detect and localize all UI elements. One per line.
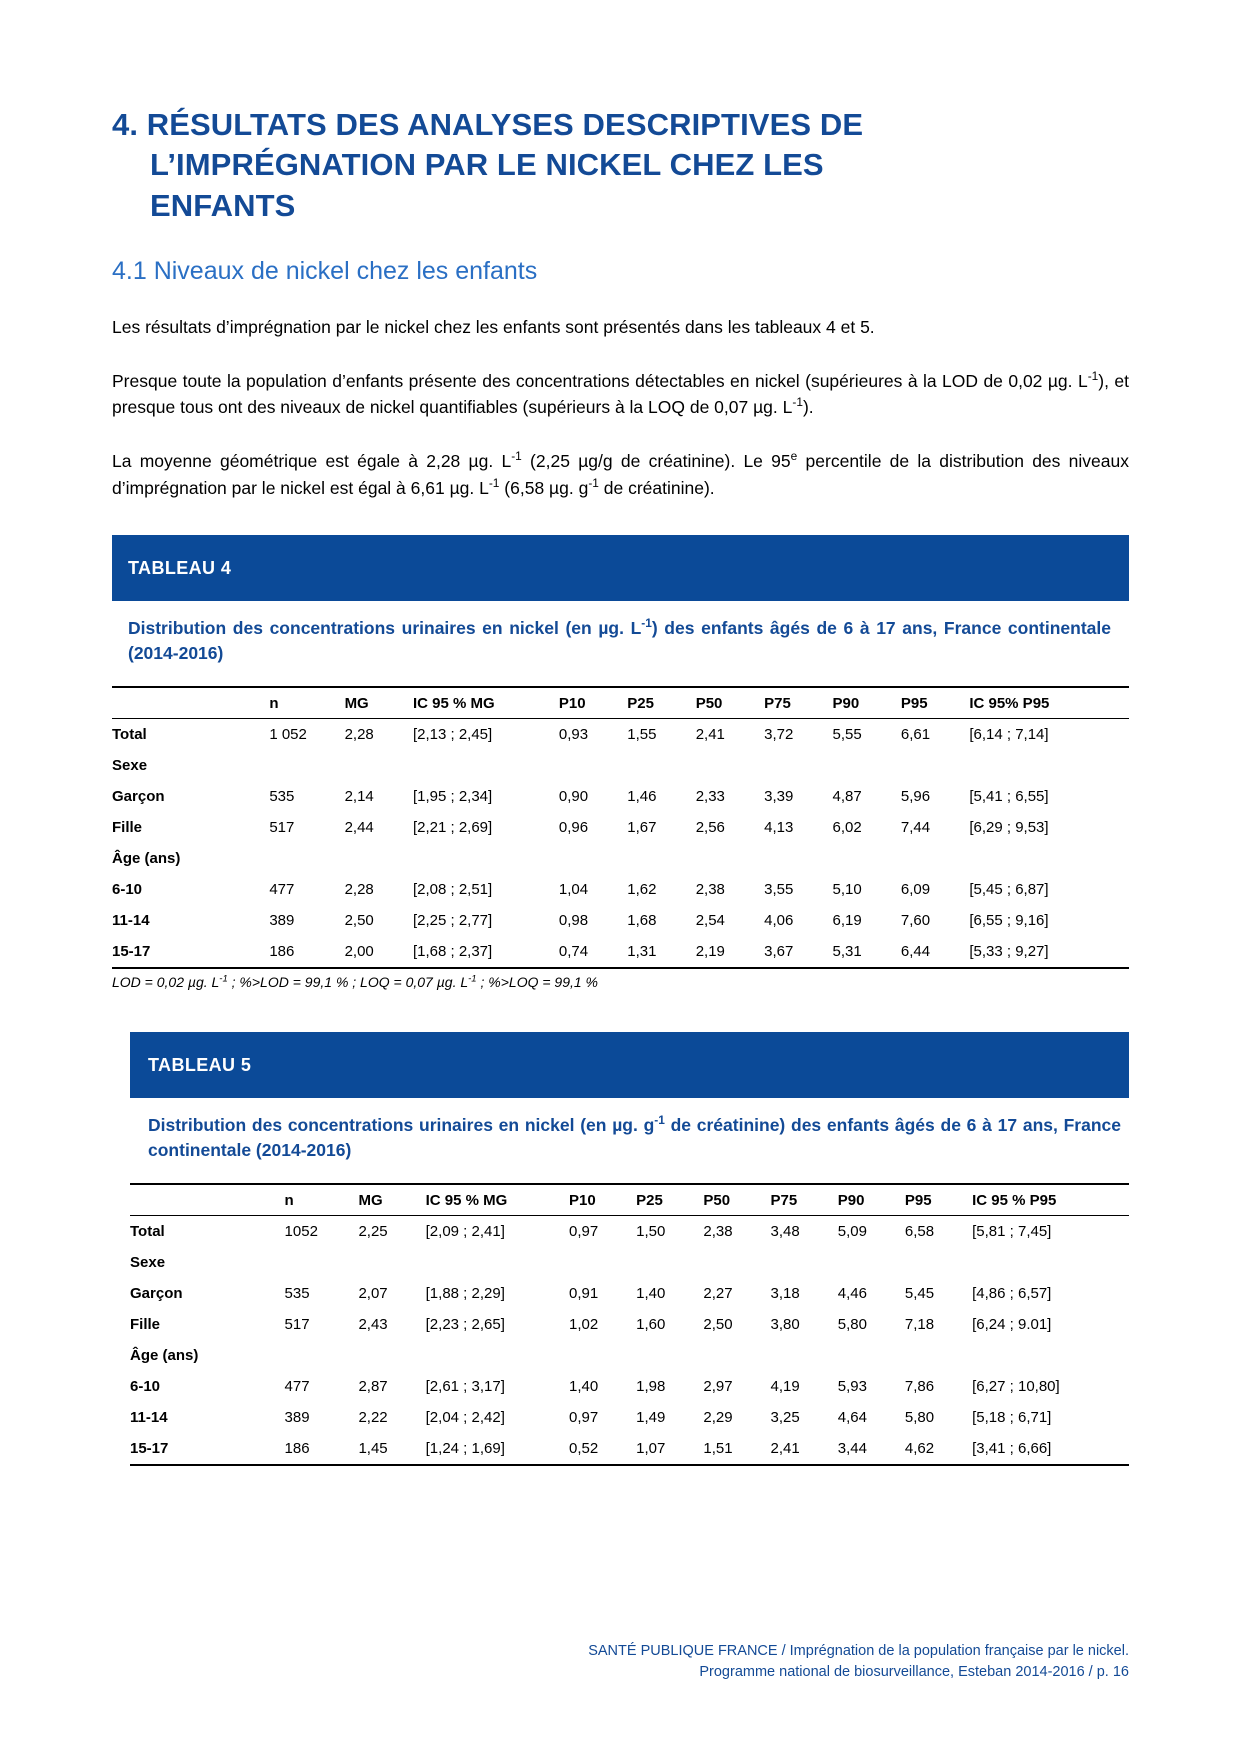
cell-n: 477 [269, 880, 295, 898]
table-5-header-row [130, 1184, 1129, 1216]
table-4-caption-text-2: ) des enfants âgés de 6 à 17 ans, France continentale (2014-2016) [128, 618, 1111, 664]
cell-ic-mg: [2,23 ; 2,65] [425, 1315, 505, 1333]
cell-mg: 2,28 [344, 880, 374, 898]
row-label: 11-14 [112, 911, 150, 929]
cell-ic-mg: [2,25 ; 2,77] [412, 911, 493, 929]
cell-p90: 5,10 [832, 880, 862, 898]
table-4-caption [112, 601, 1129, 667]
cell-p75: 3,55 [764, 880, 794, 898]
cell-p95: 7,18 [904, 1315, 935, 1333]
table-4-label: TABLEAU 4 [128, 558, 232, 579]
cell-p75 [764, 843, 832, 874]
cell-p25: 1,68 [627, 911, 657, 929]
cell-p75: 3,18 [770, 1284, 800, 1302]
cell-ic-p95: [6,27 ; 10,80] [972, 1377, 1060, 1395]
cell-n [285, 1340, 359, 1371]
cell-ic-p95: [6,55 ; 9,16] [969, 911, 1049, 929]
cell-p90: 6,19 [832, 911, 862, 929]
table-row [112, 843, 1129, 874]
cell-p75 [771, 1247, 838, 1278]
cell-p25: 1,07 [636, 1439, 666, 1457]
cell-n: 389 [269, 911, 295, 929]
cell-p75 [771, 1340, 838, 1371]
cell-p95: 4,62 [904, 1439, 935, 1457]
cell-p50: 2,97 [703, 1377, 733, 1395]
table-row [112, 781, 1129, 812]
th-ic-p95: IC 95 % P95 [972, 1191, 1057, 1209]
cell-p95: 6,09 [900, 880, 931, 898]
footnote-sup-2: -1 [468, 973, 477, 985]
cell-n: 186 [269, 942, 295, 960]
cell-mg: 2,87 [358, 1377, 388, 1395]
cell-mg: 2,07 [358, 1284, 388, 1302]
cell-n [269, 750, 344, 781]
table-5-body [130, 1215, 1129, 1465]
paragraph-geometric-mean [112, 448, 1129, 501]
th-label [112, 687, 269, 719]
p2-text-1: Presque toute la population d’enfants présente des concentrations détectables en nickel (supérieures à la LOD de 0,02 µg. L [112, 370, 1088, 391]
table-row [112, 718, 1129, 750]
paragraph-intro-text: Les résultats d’imprégnation par le nickel chez les enfants sont présentés dans les tableaux 4 et 5. [112, 317, 875, 338]
row-label: Total [112, 725, 147, 743]
cell-mg [345, 843, 413, 874]
cell-p10: 0,74 [558, 942, 589, 960]
paragraph-intro [112, 314, 1129, 341]
th-p95: P95 [904, 1191, 932, 1209]
row-label: Fille [130, 1315, 161, 1333]
table-4-header-row [112, 687, 1129, 719]
th-n: n [284, 1191, 294, 1209]
cell-p10: 0,98 [558, 911, 589, 929]
cell-mg [358, 1247, 425, 1278]
cell-p75: 4,06 [764, 911, 794, 929]
table-4-bar [112, 535, 1129, 601]
cell-p50: 2,54 [695, 911, 725, 929]
row-label: 11-14 [130, 1408, 168, 1426]
table-5-label: TABLEAU 5 [148, 1054, 252, 1075]
th-p75: P75 [764, 694, 791, 712]
cell-p50: 2,56 [695, 818, 725, 836]
th-n: n [269, 694, 279, 712]
table-5-caption-text-2: de créatinine) des enfants âgés de 6 à 17 ans, France continentale (2014-2016) [148, 1114, 1121, 1161]
row-label: Âge (ans) [130, 1346, 199, 1364]
cell-ic-mg [426, 1340, 569, 1371]
cell-ic-mg [426, 1247, 569, 1278]
cell-p95: 7,44 [900, 818, 931, 836]
table-5-bar [130, 1032, 1129, 1098]
cell-ic-mg: [1,88 ; 2,29] [425, 1284, 505, 1302]
cell-p10: 0,52 [568, 1439, 599, 1457]
cell-p10: 0,90 [558, 787, 589, 805]
cell-p95 [901, 750, 969, 781]
cell-p25: 1,31 [627, 942, 657, 960]
th-label [130, 1184, 285, 1216]
footer-line-1: SANTÉ PUBLIQUE FRANCE / Imprégnation de la population française par le nickel. [588, 1642, 1129, 1659]
th-ic-mg: IC 95 % MG [425, 1191, 508, 1209]
th-p90: P90 [837, 1191, 865, 1209]
cell-ic-p95 [972, 1340, 1129, 1371]
cell-p50: 1,51 [703, 1439, 733, 1457]
cell-p75: 4,13 [764, 818, 794, 836]
table-4 [112, 686, 1129, 969]
row-label: Âge (ans) [112, 849, 181, 867]
cell-p10: 1,40 [568, 1377, 599, 1395]
cell-p10: 1,04 [558, 880, 589, 898]
th-mg: MG [358, 1191, 383, 1209]
cell-p50 [703, 1340, 770, 1371]
cell-n: 517 [269, 818, 295, 836]
table-4-footnote [112, 969, 1129, 990]
p3-text-4: (6,58 µg. g [499, 477, 589, 498]
cell-p10: 0,97 [568, 1408, 599, 1426]
cell-p25 [636, 1340, 703, 1371]
cell-p90 [838, 1247, 905, 1278]
cell-p50 [696, 843, 764, 874]
table-4-head [112, 687, 1129, 719]
table-row [130, 1371, 1129, 1402]
table-4-block [112, 535, 1129, 990]
cell-p95: 5,80 [904, 1408, 935, 1426]
footer-line-2: Programme national de biosurveillance, Esteban 2014-2016 / p. 16 [699, 1663, 1129, 1680]
table-row [112, 874, 1129, 905]
cell-p90: 6,02 [832, 818, 862, 836]
th-p90: P90 [832, 694, 860, 712]
table-5-head [130, 1184, 1129, 1216]
paragraph-detection [112, 368, 1129, 421]
cell-ic-mg: [2,08 ; 2,51] [412, 880, 493, 898]
cell-ic-p95: [6,24 ; 9.01] [972, 1315, 1052, 1333]
cell-ic-mg: [1,68 ; 2,37] [412, 942, 493, 960]
cell-ic-p95: [6,14 ; 7,14] [969, 725, 1049, 743]
p2-text-3: ). [802, 397, 814, 418]
cell-n: 1052 [284, 1222, 318, 1240]
row-label: 15-17 [112, 942, 151, 960]
th-p75: P75 [770, 1191, 798, 1209]
cell-p90: 3,44 [837, 1439, 867, 1457]
title-line-1: 4. RÉSULTATS DES ANALYSES DESCRIPTIVES DE [112, 107, 864, 142]
p3-text-3: percentile de la distribution des niveaux d’imprégnation par le nickel est égal à 6,61 µg. L [112, 450, 1129, 498]
table-row [130, 1278, 1129, 1309]
cell-p75: 3,39 [764, 787, 794, 805]
cell-ic-mg: [2,61 ; 3,17] [425, 1377, 505, 1395]
cell-p50: 2,50 [703, 1315, 733, 1333]
cell-p10 [569, 1247, 636, 1278]
cell-ic-mg: [1,95 ; 2,34] [412, 787, 493, 805]
p2-sup-2: -1 [792, 395, 803, 410]
cell-p90: 4,64 [837, 1408, 867, 1426]
row-label: 6-10 [130, 1377, 161, 1395]
th-p95: P95 [900, 694, 928, 712]
cell-mg: 1,45 [358, 1439, 388, 1457]
cell-n: 477 [284, 1377, 310, 1395]
cell-p25: 1,40 [636, 1284, 666, 1302]
footnote-text-2: ; %>LOD = 99,1 % ; LOQ = 0,07 µg. L [227, 973, 469, 990]
title-line-2: L’IMPRÉGNATION PAR LE NICKEL CHEZ LES [150, 147, 824, 183]
table-4-body [112, 718, 1129, 968]
th-p25: P25 [627, 694, 654, 712]
page-title [112, 105, 1129, 226]
p3-sup-4: -1 [588, 475, 599, 490]
cell-p25: 1,98 [636, 1377, 666, 1395]
cell-p25: 1,55 [627, 725, 657, 743]
cell-n: 389 [284, 1408, 310, 1426]
cell-p50: 2,41 [695, 725, 725, 743]
cell-ic-mg [413, 750, 559, 781]
cell-p25 [627, 843, 695, 874]
cell-p95 [905, 1247, 972, 1278]
table-row [130, 1247, 1129, 1278]
row-label: 6-10 [112, 880, 143, 898]
p2-text-2: ), et presque tous ont des niveaux de nickel quantifiables (supérieurs à la LOQ de 0,07 µg. L [112, 370, 1129, 418]
cell-ic-mg: [2,13 ; 2,45] [412, 725, 493, 743]
cell-p25: 1,62 [627, 880, 657, 898]
cell-mg: 2,25 [358, 1222, 388, 1240]
table-4-caption-sup: -1 [641, 616, 652, 631]
table-row [130, 1309, 1129, 1340]
cell-p95: 5,45 [904, 1284, 935, 1302]
th-p50: P50 [695, 694, 723, 712]
cell-ic-p95: [5,45 ; 6,87] [969, 880, 1049, 898]
cell-n: 186 [284, 1439, 310, 1457]
table-row [130, 1340, 1129, 1371]
th-ic-mg: IC 95 % MG [412, 694, 495, 712]
cell-ic-p95: [5,41 ; 6,55] [969, 787, 1049, 805]
cell-p90: 5,31 [832, 942, 862, 960]
table-row [130, 1402, 1129, 1433]
cell-p95: 5,96 [900, 787, 931, 805]
p3-text-2: (2,25 µg/g de créatinine). Le 95 [521, 450, 791, 471]
cell-ic-p95: [3,41 ; 6,66] [972, 1439, 1052, 1457]
cell-mg: 2,43 [358, 1315, 388, 1333]
th-mg: MG [344, 694, 369, 712]
cell-n: 517 [284, 1315, 310, 1333]
cell-p75: 3,67 [764, 942, 794, 960]
cell-p95: 7,60 [900, 911, 931, 929]
th-p10: P10 [568, 1191, 596, 1209]
cell-p50: 2,29 [703, 1408, 733, 1426]
p3-sup-1: -1 [511, 449, 522, 464]
table-5-caption-text-1: Distribution des concentrations urinaires en nickel (en µg. g [148, 1114, 655, 1135]
cell-p50: 2,33 [695, 787, 725, 805]
cell-p25 [627, 750, 695, 781]
cell-p95 [905, 1340, 972, 1371]
row-label: Garçon [130, 1284, 183, 1302]
cell-p50: 2,19 [695, 942, 725, 960]
cell-p95: 6,44 [900, 942, 931, 960]
cell-p95: 7,86 [904, 1377, 935, 1395]
cell-mg: 2,44 [344, 818, 374, 836]
cell-ic-mg: [1,24 ; 1,69] [425, 1439, 505, 1457]
footnote-sup-1: -1 [219, 973, 228, 985]
table-5-block [112, 1032, 1129, 1466]
cell-mg [358, 1340, 425, 1371]
cell-p25 [636, 1247, 703, 1278]
table-5 [130, 1183, 1129, 1466]
row-label: Sexe [130, 1253, 166, 1271]
cell-p10: 0,97 [568, 1222, 599, 1240]
cell-n [269, 843, 344, 874]
footnote-text-1: LOD = 0,02 µg. L [112, 973, 220, 990]
th-p25: P25 [636, 1191, 663, 1209]
cell-ic-p95: [5,81 ; 7,45] [972, 1222, 1052, 1240]
cell-ic-p95: [4,86 ; 6,57] [972, 1284, 1052, 1302]
cell-n [285, 1247, 359, 1278]
cell-p10: 0,91 [568, 1284, 599, 1302]
cell-ic-mg: [2,09 ; 2,41] [425, 1222, 505, 1240]
cell-p10 [559, 843, 627, 874]
cell-p75: 3,80 [770, 1315, 800, 1333]
th-p50: P50 [703, 1191, 731, 1209]
cell-p25: 1,46 [627, 787, 657, 805]
cell-p10 [569, 1340, 636, 1371]
cell-mg: 2,22 [358, 1408, 388, 1426]
table-row [130, 1215, 1129, 1247]
th-ic-p95: IC 95% P95 [969, 694, 1050, 712]
cell-ic-p95: [6,29 ; 9,53] [969, 818, 1049, 836]
table-5-caption [130, 1098, 1129, 1164]
cell-p50 [703, 1247, 770, 1278]
row-label: 15-17 [130, 1439, 169, 1457]
cell-p90: 5,09 [837, 1222, 867, 1240]
p3-text-5: de créatinine). [598, 477, 715, 498]
cell-p75: 3,25 [770, 1408, 800, 1426]
p3-sup-3: -1 [488, 475, 500, 490]
cell-p10: 0,93 [558, 725, 589, 743]
cell-p75: 3,48 [770, 1222, 800, 1240]
row-label: Total [130, 1222, 165, 1240]
cell-p95 [901, 843, 969, 874]
row-label: Sexe [112, 756, 148, 774]
cell-p25: 1,67 [627, 818, 657, 836]
table-row [112, 936, 1129, 968]
cell-mg: 2,50 [344, 911, 374, 929]
cell-p90: 5,80 [837, 1315, 867, 1333]
cell-p75: 3,72 [764, 725, 794, 743]
table-4-caption-text-1: Distribution des concentrations urinaires en nickel (en µg. L [128, 618, 642, 639]
cell-p95: 6,58 [904, 1222, 935, 1240]
cell-p50: 2,38 [695, 880, 725, 898]
cell-n: 535 [284, 1284, 310, 1302]
cell-mg [345, 750, 413, 781]
row-label: Garçon [112, 787, 165, 805]
cell-p10: 0,96 [558, 818, 589, 836]
cell-p90: 5,93 [837, 1377, 867, 1395]
table-5-caption-sup: -1 [654, 1113, 665, 1128]
cell-mg: 2,14 [344, 787, 374, 805]
row-label: Fille [112, 818, 143, 836]
table-row [112, 905, 1129, 936]
cell-p25: 1,60 [636, 1315, 666, 1333]
title-line-3: ENFANTS [150, 187, 296, 223]
cell-p90: 4,87 [832, 787, 862, 805]
cell-n: 535 [269, 787, 295, 805]
cell-n: 1 052 [269, 725, 307, 743]
cell-ic-p95: [5,18 ; 6,71] [972, 1408, 1052, 1426]
cell-p90 [833, 750, 901, 781]
cell-ic-mg: [2,04 ; 2,42] [425, 1408, 505, 1426]
cell-p90 [833, 843, 901, 874]
table-row [112, 812, 1129, 843]
cell-ic-p95 [969, 843, 1129, 874]
cell-p50: 2,27 [703, 1284, 733, 1302]
cell-mg: 2,28 [344, 725, 374, 743]
footnote-text-3: ; %>LOQ = 99,1 % [476, 973, 599, 990]
cell-mg: 2,00 [344, 942, 374, 960]
p3-sup-2: e [790, 449, 798, 464]
cell-p90: 4,46 [837, 1284, 867, 1302]
cell-ic-mg [413, 843, 559, 874]
cell-p50 [696, 750, 764, 781]
cell-p90 [838, 1340, 905, 1371]
cell-p90: 5,55 [832, 725, 862, 743]
page-footer [588, 1641, 1129, 1683]
cell-p10: 1,02 [568, 1315, 599, 1333]
cell-p95: 6,61 [900, 725, 931, 743]
cell-p10 [559, 750, 627, 781]
table-row [130, 1433, 1129, 1465]
cell-ic-p95: [5,33 ; 9,27] [969, 942, 1049, 960]
cell-p50: 2,38 [703, 1222, 733, 1240]
th-p10: P10 [558, 694, 586, 712]
p2-sup-1: -1 [1087, 368, 1099, 383]
cell-p25: 1,49 [636, 1408, 666, 1426]
section-heading-4-1: 4.1 Niveaux de nickel chez les enfants [112, 256, 538, 285]
cell-ic-p95 [972, 1247, 1129, 1278]
table-row [112, 750, 1129, 781]
cell-ic-mg: [2,21 ; 2,69] [412, 818, 493, 836]
p3-text-1: La moyenne géométrique est égale à 2,28 µg. L [112, 450, 512, 471]
cell-ic-p95 [969, 750, 1129, 781]
cell-p75: 2,41 [770, 1439, 800, 1457]
cell-p75 [764, 750, 832, 781]
cell-p75: 4,19 [770, 1377, 800, 1395]
cell-p25: 1,50 [636, 1222, 666, 1240]
